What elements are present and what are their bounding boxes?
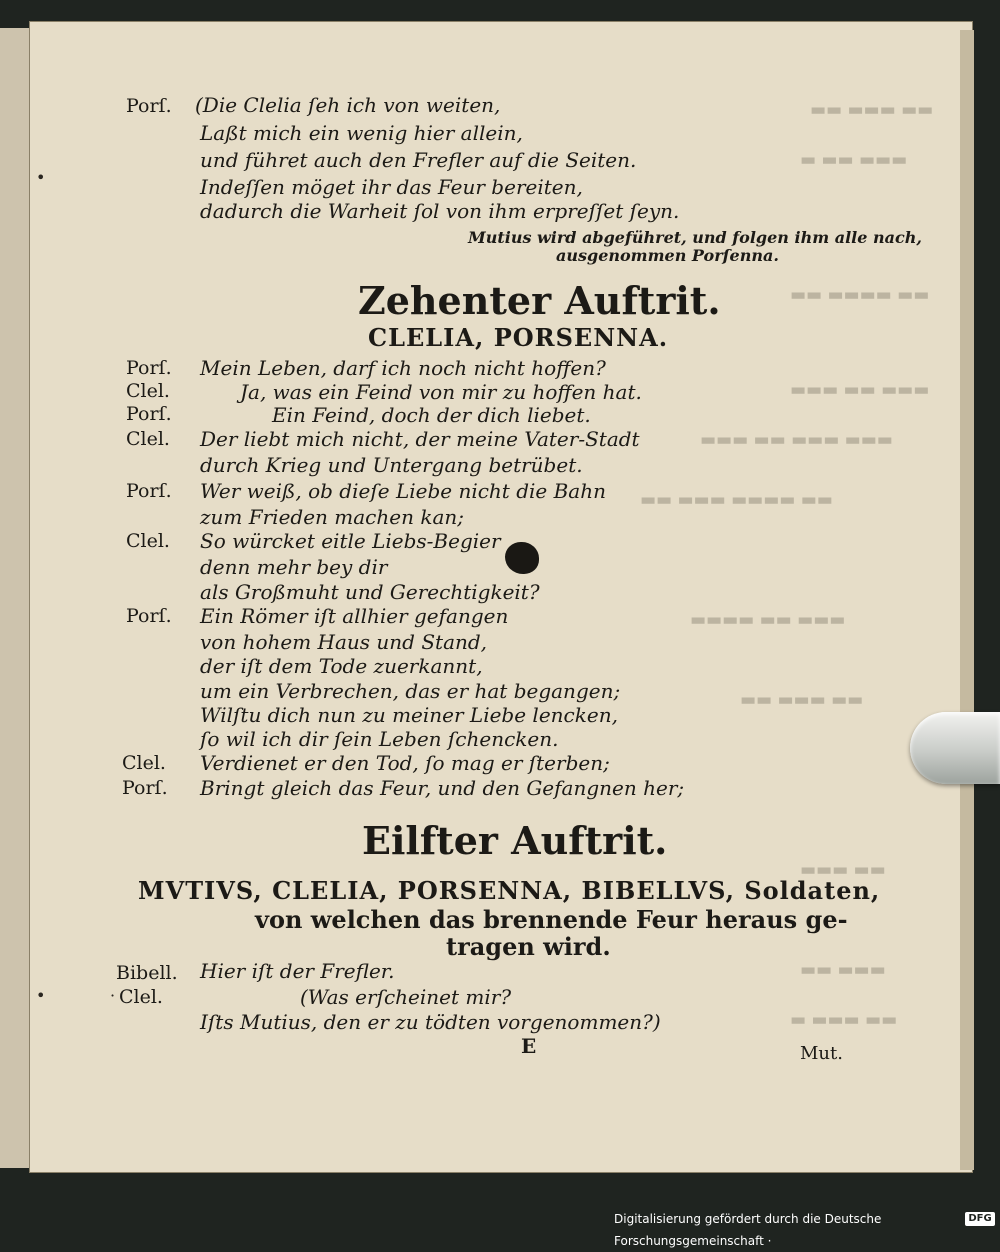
speaker-label: Clel. — [126, 428, 170, 450]
scene-title: Eilfter Auftrit. — [362, 818, 668, 863]
verse-line: Ein Römer iſt allhier gefangen — [200, 604, 509, 628]
speaker-label: Clel. — [126, 380, 170, 402]
speaker-label: Clel. — [126, 530, 170, 552]
dfg-logo: DFG — [965, 1212, 995, 1226]
speaker-label: Porſ. — [126, 95, 172, 117]
verse-line: Ja, was ein Feind von mir zu hoffen hat. — [240, 380, 642, 404]
verse-line: zum Frieden machen kan; — [200, 505, 464, 529]
speaker-label: Porſ. — [126, 403, 172, 425]
stage-direction: Mutius wird abgeführet, und folgen ihm alle nach, — [468, 228, 922, 247]
verse-line: dadurch die Warheit ſol von ihm erpreſſet ſeyn. — [200, 199, 680, 223]
verse-line: Iſts Mutius, den er zu tödten vorgenommen?) — [200, 1010, 661, 1034]
speaker-label: Clel. — [122, 752, 166, 774]
verse-line: Der liebt mich nicht, der meine Vater-Stadt — [200, 427, 640, 451]
speaker-label: Clel. — [119, 986, 163, 1008]
verse-line: Verdienet er den Tod, ſo mag er ſterben; — [200, 751, 610, 775]
show-through-text: ▬▬ ▬▬▬ ▬▬ — [810, 100, 934, 120]
verse-line: Wilſtu dich nun zu meiner Liebe lencken, — [200, 703, 618, 727]
verse-line: als Großmuht und Gerechtigkeit? — [200, 580, 540, 604]
verse-line: der iſt dem Tode zuerkannt, — [200, 654, 483, 678]
verse-line: Mein Leben, darf ich noch nicht hoffen? — [200, 356, 606, 380]
show-through-text: ▬▬▬ ▬▬ ▬▬▬▬ — [690, 610, 846, 630]
ink-blot — [505, 542, 539, 574]
speaker-label: Porſ. — [122, 777, 168, 799]
book-clip — [910, 712, 1000, 784]
scene-title: Zehenter Auftrit. — [358, 278, 721, 323]
verse-line: ſo wil ich dir ſein Leben ſchencken. — [200, 727, 559, 751]
scene-cast: CLELIA, PORSENNA. — [368, 323, 669, 352]
verse-line: Bringt gleich das Feur, und den Gefangnen her; — [200, 776, 685, 800]
show-through-text: ▬▬▬ ▬▬ ▬ — [800, 150, 908, 170]
speaker-label: Porſ. — [126, 480, 172, 502]
show-through-text: ▬▬▬ ▬▬▬ ▬▬ ▬▬▬ — [700, 430, 893, 450]
show-through-text: ▬▬ ▬▬▬ ▬ — [790, 1010, 898, 1030]
stage-direction: ausgenommen Porſenna. — [556, 246, 779, 265]
margin-mark: • — [36, 168, 46, 187]
digitization-credit: Digitalisierung gefördert durch die Deutsche Forschungsgemeinschaft · — [610, 1208, 1000, 1230]
verse-line: durch Krieg und Untergang betrübet. — [200, 453, 583, 477]
verse-line: So würcket eitle Liebs-Begier — [200, 529, 501, 553]
verse-line: denn mehr bey dir — [200, 555, 388, 579]
show-through-text: ▬▬ ▬▬▬ ▬▬ — [740, 690, 864, 710]
scene-cast: MVTIVS, CLELIA, PORSENNA, BIBELLVS, Soldaten, — [138, 876, 881, 905]
page-right-edge — [960, 30, 974, 1170]
verse-line: um ein Verbrechen, das er hat begangen; — [200, 679, 621, 703]
signature-mark: E — [521, 1034, 537, 1058]
speaker-label: Porſ. — [126, 357, 172, 379]
show-through-text: ▬▬ ▬▬▬ — [800, 860, 886, 880]
catchword: Mut. — [800, 1043, 843, 1064]
verse-line: Ein Feind, doch der dich liebet. — [272, 403, 591, 427]
scene-cast: von welchen das brennende Feur heraus ge- — [255, 905, 848, 934]
margin-mark: • — [36, 986, 46, 1005]
verse-line: Wer weiß, ob dieſe Liebe nicht die Bahn — [200, 479, 606, 503]
speaker-label: Bibell. — [116, 962, 178, 984]
verse-line: Laßt mich ein wenig hier allein, — [200, 121, 523, 145]
speaker-label: Porſ. — [126, 605, 172, 627]
show-through-text: ▬▬▬ ▬▬ — [800, 960, 886, 980]
margin-mark: · — [110, 986, 116, 1005]
show-through-text: ▬▬▬ ▬▬ ▬▬▬ — [790, 380, 930, 400]
scene-cast: tragen wird. — [446, 932, 611, 961]
verse-line: und führet auch den Frefler auf die Seiten. — [200, 148, 637, 172]
verse-line: von hohem Haus und Stand, — [200, 630, 488, 654]
show-through-text: ▬▬ ▬▬▬▬ ▬▬ — [790, 285, 930, 305]
verse-line: Indeſſen möget ihr das Feur bereiten, — [200, 175, 583, 199]
verse-line: Hier iſt der Frefler. — [200, 959, 395, 983]
verse-line: (Die Clelia ſeh ich von weiten, — [195, 93, 501, 117]
verse-line: (Was erſcheinet mir? — [300, 985, 512, 1009]
previous-page-edge — [0, 28, 34, 1168]
show-through-text: ▬▬ ▬▬▬▬ ▬▬▬ ▬▬ — [640, 490, 833, 510]
